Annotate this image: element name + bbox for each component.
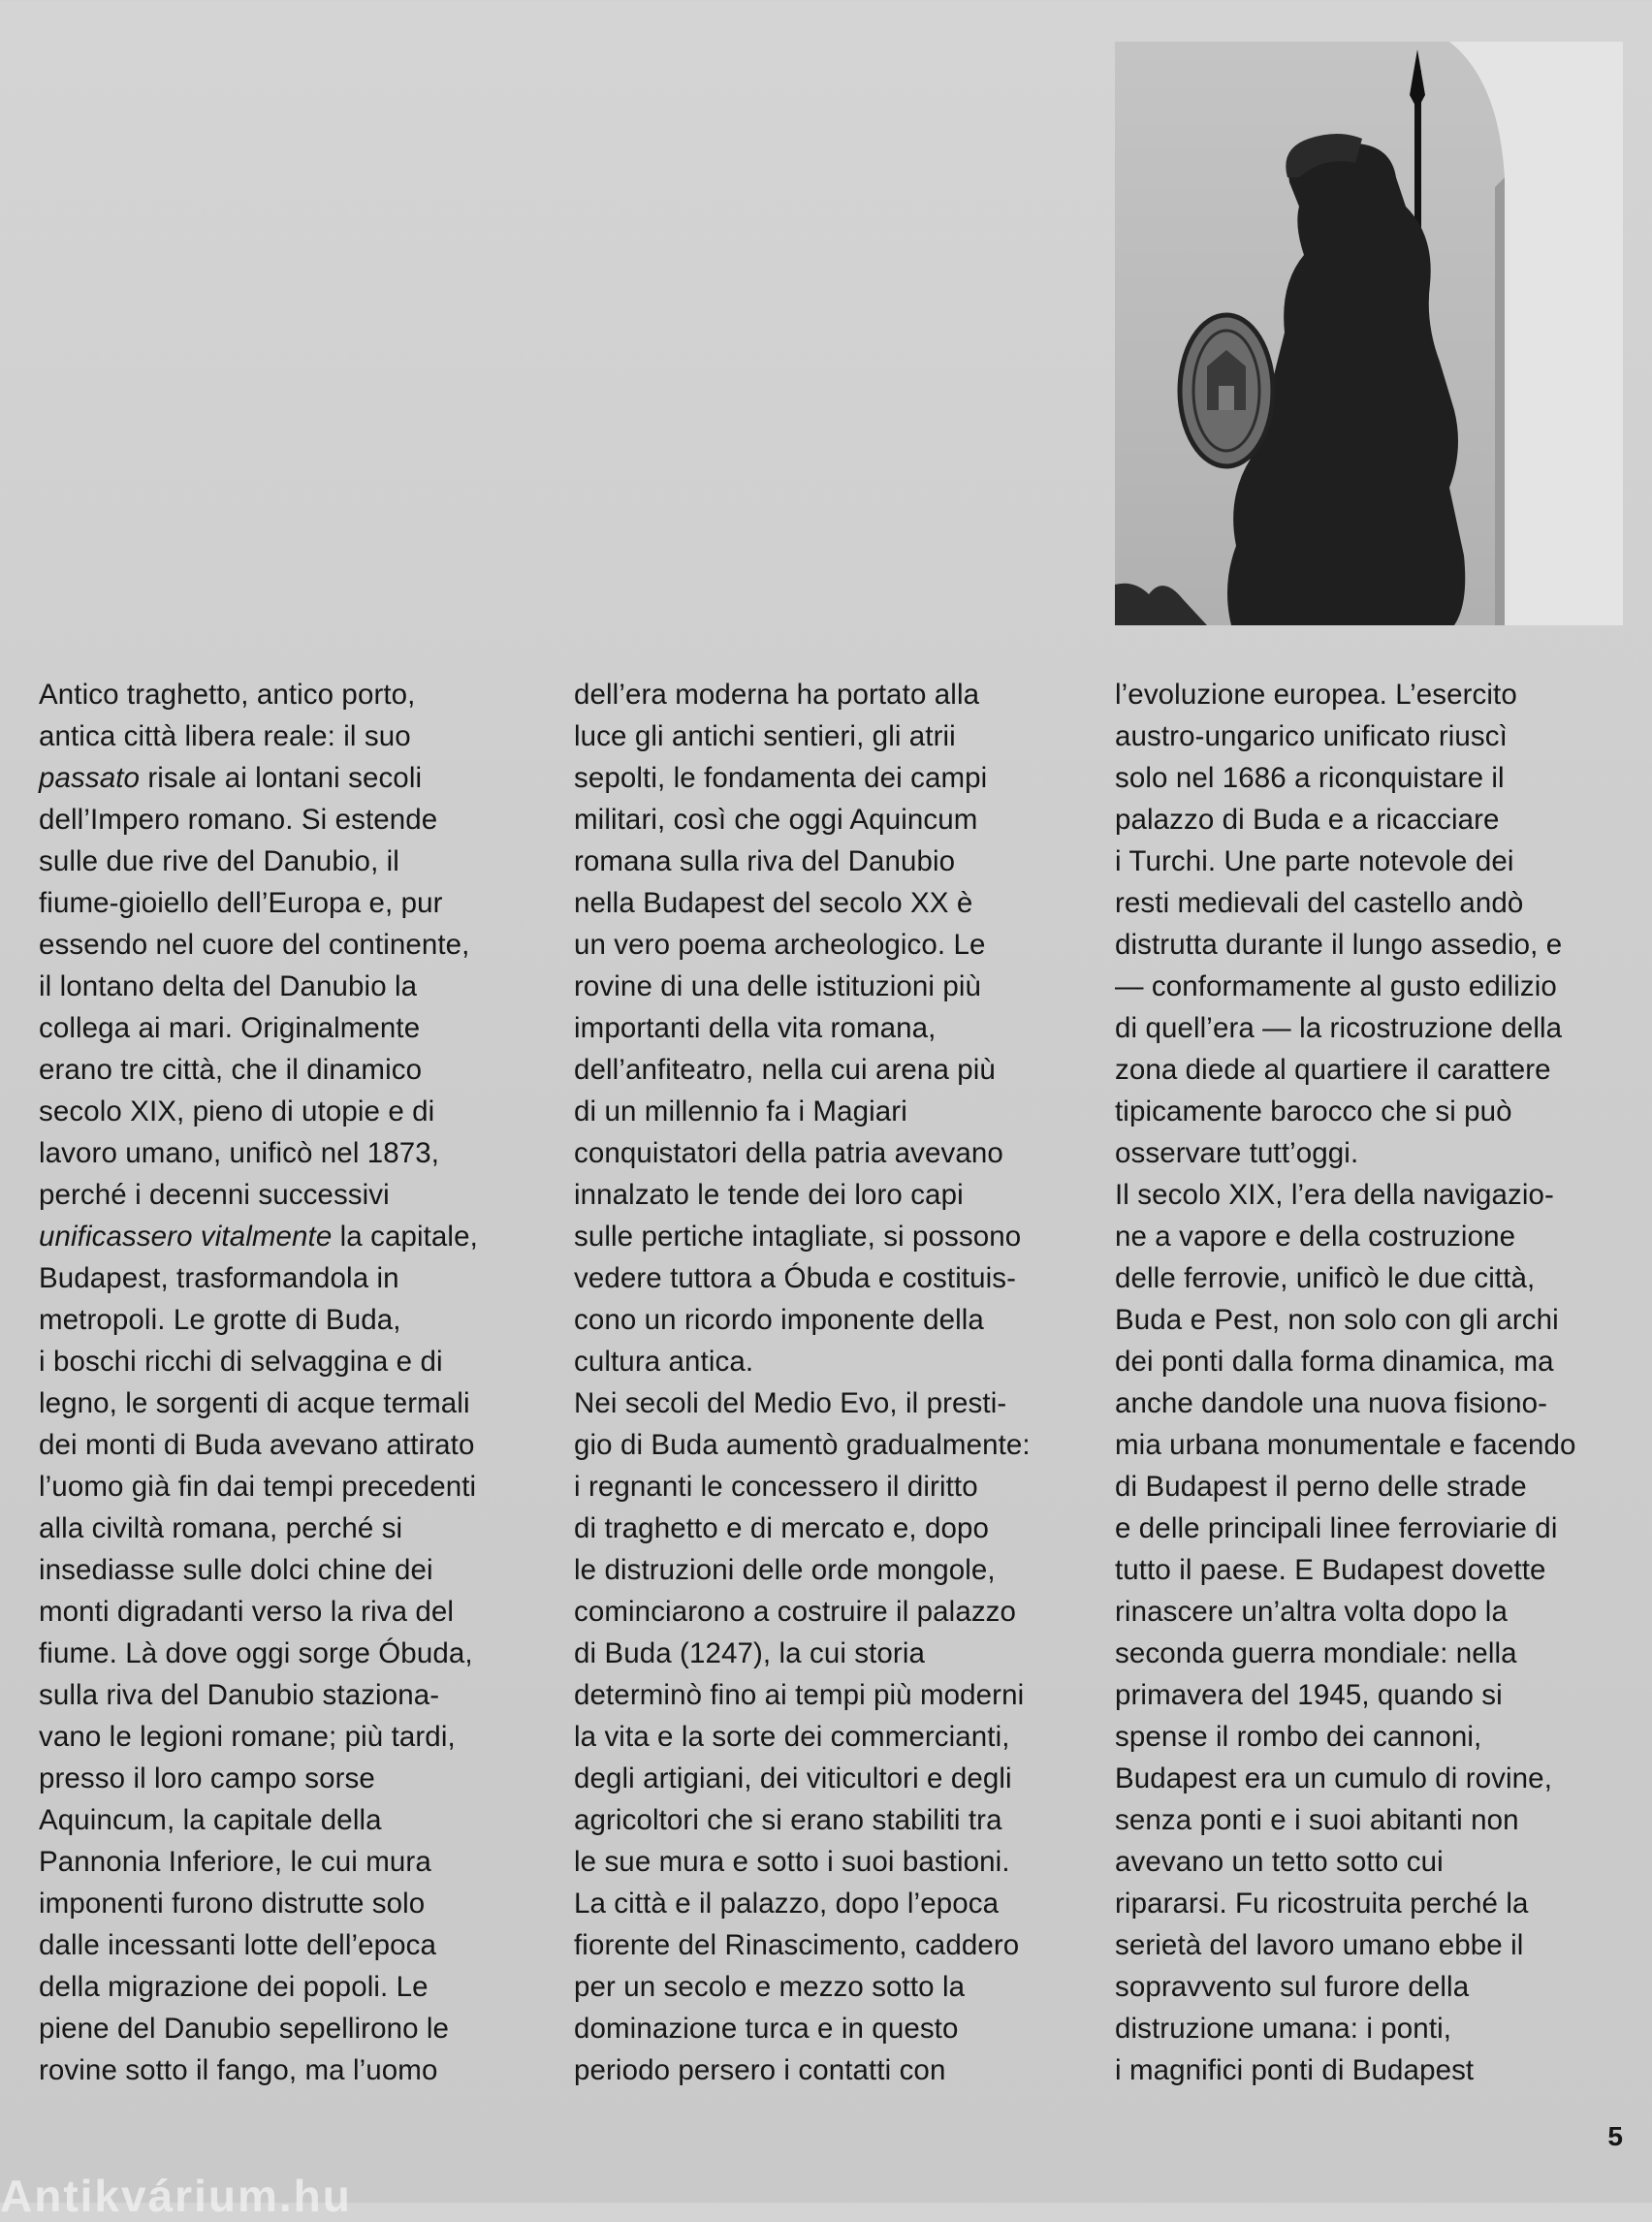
text-column-3 bbox=[1115, 674, 1629, 2091]
statue-photo bbox=[1115, 42, 1623, 625]
text-column-1 bbox=[39, 674, 553, 2091]
paragraph: Antico traghetto, antico porto, antica città libera reale: il suo passato risale ai lontani secoli dell’Impero romano. Si estende sulle due rive del Danubio, il fiume-gioiello dell’Europa e, pur essendo nel cuore del continente, il lontano delta del Danubio la collega ai mari. Originalmente erano tre città, che il dinamico secolo XIX, pieno di utopie e di lavoro umano, unificò nel 1873, perché i decenni successivi unificassero vitalmente la capitale, Budapest, trasformandola in metropoli. Le grotte di Buda, i boschi ricchi di selvaggina e di legno, le sorgenti di acque termali dei monti di Buda avevano attirato l’uomo già fin dai tempi precedenti alla civiltà romana, perché si insediasse sulle dolci chine dei monti digradanti verso la riva del fiume. Là dove oggi sorge Óbuda, sulla riva del Danubio staziona- vano le legioni romane; più tardi, presso il loro campo sorse Aquincum, la capitale della Pannonia Inferiore, le cui mura imponenti furono distrutte solo dalle incessanti lotte dell’epoca della migrazione dei popoli. Le piene del Danubio sepellirono le rovine sotto il fango, ma l’uomo bbox=[39, 679, 478, 2086]
paragraph: dell’era moderna ha portato alla luce gli antichi sentieri, gli atrii sepolti, le fondamenta dei campi militari, così che oggi Aquincum romana sulla riva del Danubio nella Budapest del secolo XX è un vero poema archeologico. Le rovine di una delle istituzioni più importanti della vita romana, dell’anfiteatro, nella cui arena più di un millennio fa i Magiari conquistatori della patria avevano innalzato le tende dei loro capi sulle pertiche intagliate, si possono vedere tuttora a Óbuda e costituis- cono un ricordo imponente della cultura antica. bbox=[574, 679, 1022, 1378]
page-number: 5 bbox=[1607, 2121, 1623, 2151]
emphasis-passato: passato bbox=[39, 762, 141, 794]
paragraph: l’evoluzione europea. L’esercito austro-ungarico unificato riuscì solo nel 1686 a riconquistare il palazzo di Buda e a ricacciare i Turchi. Une parte notevole dei resti medievali del castello andò distrutta durante il lungo assedio, e — conformamente al gusto edilizio di quell’era — la ricostruzione della zona diede al quartiere il carattere tipicamente barocco che si può osservare tutt’oggi. bbox=[1115, 679, 1563, 1169]
watermark: Antikvárium.hu bbox=[0, 2171, 352, 2221]
statue-silhouette bbox=[1115, 42, 1623, 625]
text-column-2 bbox=[574, 674, 1088, 2091]
paragraph: Nei secoli del Medio Evo, il presti- gio di Buda aumentò gradualmente: i regnanti le concessero il diritto di traghetto e di mercato e, dopo le distruzioni delle orde mongole, cominciarono a costruire il palazzo di Buda (1247), la cui storia determinò fino ai tempi più moderni la vita e la sorte dei commercianti, degli artigiani, dei viticultori e degli agricoltori che si erano stabiliti tra le sue mura e sotto i suoi bastioni. La città e il palazzo, dopo l’epoca fiorente del Rinascimento, caddero per un secolo e mezzo sotto la dominazione turca e in questo periodo persero i contatti con bbox=[574, 1387, 1031, 2086]
emphasis-unificassero: unificassero vitalmente bbox=[39, 1221, 333, 1253]
paragraph: Il secolo XIX, l’era della navigazio- ne a vapore e della costruzione delle ferrovie, unificò le due città, Buda e Pest, non solo con gli archi dei ponti dalla forma dinamica, ma anche dandole una nuova fisiono- mia urbana monumentale e facendo di Budapest il perno delle strade e delle principali linee ferroviarie di tutto il paese. E Budapest dovette rinascere un’altra volta dopo la seconda guerra mondiale: nella primavera del 1945, quando si spense il rombo dei cannoni, Budapest era un cumulo di rovine, senza ponti e i suoi abitanti non avevano un tetto sotto cui ripararsi. Fu ricostruita perché la serietà del lavoro umano ebbe il sopravvento sul furore della distruzione umana: i ponti, i magnifici ponti di Budapest bbox=[1115, 1179, 1576, 2086]
